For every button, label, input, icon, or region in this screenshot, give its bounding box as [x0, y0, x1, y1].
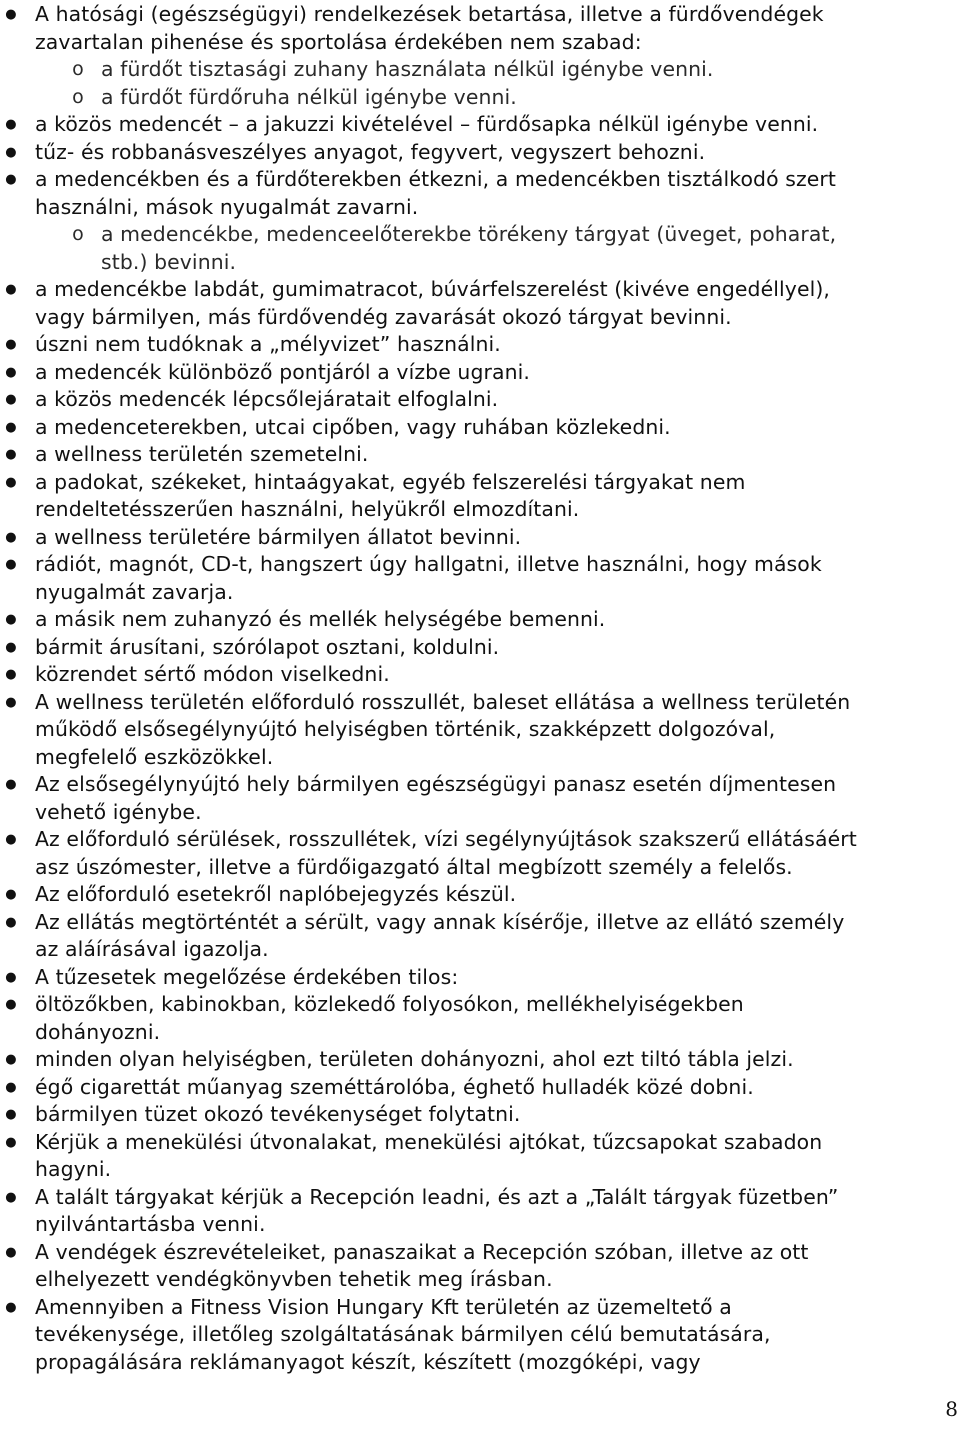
list-item-text-line: használni, mások nyugalmát zavarni.: [35, 194, 419, 219]
list-item: [0, 1, 960, 56]
list-item-text-line: Az előforduló sérülések, rosszullétek, vízi segélynyújtások szakszerű ellátásáért: [35, 827, 857, 851]
list-item-text-line: égő cigarettát műanyag szeméttárolóba, éghető hulladék közé dobni.: [35, 1074, 754, 1099]
bullet-icon: [0, 1, 22, 29]
list-item: [0, 441, 960, 469]
list-item-text-line: Az ellátás megtörténtét a sérült, vagy annak kísérője, illetve az ellátó személy: [35, 909, 845, 934]
list-item-text-line: hagyni.: [35, 1157, 112, 1181]
list-item-text-line: a közös medencék lépcsőlejáratait elfoglalni.: [35, 387, 499, 411]
list-item: [0, 469, 960, 524]
sub-list-item: [0, 56, 960, 84]
bullet-icon: [0, 1129, 22, 1157]
list-item-text-line: megfelelő eszközökkel.: [35, 744, 274, 769]
bullet-icon: [0, 276, 22, 304]
circle-bullet-icon: o: [72, 223, 84, 245]
list-item: [0, 689, 960, 772]
bullet-icon: [0, 166, 22, 194]
list-item: [0, 139, 960, 167]
list-item-text-line: rádiót, magnót, CD-t, hangszert úgy hallgatni, illetve használni, hogy mások: [35, 552, 822, 576]
bullet-icon: [0, 771, 22, 799]
list-item-text-line: a fürdőt tisztasági zuhany használata nélkül igénybe venni.: [101, 57, 714, 81]
list-item: [0, 881, 960, 909]
list-item-text-line: a fürdőt fürdőruha nélkül igénybe venni.: [101, 84, 517, 109]
bullet-icon: [0, 469, 22, 497]
list-item-text-line: A vendégek észrevételeiket, panaszaikat a Recepción szóban, illetve az ott: [35, 1239, 809, 1264]
list-item-text-line: minden olyan helyiségben, területen dohányozni, ahol ezt tiltó tábla jelzi.: [35, 1047, 794, 1071]
list-item: [0, 111, 960, 139]
list-item-text-line: öltözőkben, kabinokban, közlekedő folyosókon, mellékhelyiségekben: [35, 992, 744, 1016]
list-item: [0, 1129, 960, 1184]
list-item-text-line: az aláírásával igazolja.: [35, 937, 269, 961]
list-item-text-line: a közös medencét – a jakuzzi kivételével – fürdősapka nélkül igénybe venni.: [35, 112, 819, 136]
list-item: [0, 551, 960, 606]
list-item-text-line: nyugalmát zavarja.: [35, 579, 234, 604]
list-item: [0, 1046, 960, 1074]
list-item-text-line: vagy bármilyen, más fürdővendég zavarását okozó tárgyat bevinni.: [35, 304, 732, 329]
list-item: [0, 414, 960, 442]
list-item-text-line: propagálására reklámanyagot készít, készített (mozgóképi, vagy: [35, 1349, 701, 1374]
list-item-text-line: működő elsősegélynyújtó helyiségben történik, szakképzett dolgozóval,: [35, 717, 776, 741]
list-item: [0, 359, 960, 387]
list-item-text-line: Amennyiben a Fitness Vision Hungary Kft területén az üzemeltető a: [35, 1294, 732, 1319]
circle-bullet-icon: o: [72, 85, 84, 108]
list-item-text-line: úszni nem tudóknak a „mélyvizet” használni.: [35, 332, 501, 356]
list-item-text-line: A hatósági (egészségügyi) rendelkezések betartása, illetve a fürdővendégek: [35, 2, 824, 26]
list-item-text-line: Az elsősegélynyújtó hely bármilyen egészségügyi panasz esetén díjmentesen: [35, 772, 837, 796]
circle-bullet-icon: o: [72, 58, 84, 80]
bullet-icon: [0, 551, 22, 579]
bullet-icon: [0, 661, 22, 689]
list-item-text-line: A talált tárgyakat kérjük a Recepción leadni, és azt a „Talált tárgyak füzetben”: [35, 1184, 839, 1209]
list-item-text-line: a medencék különböző pontjáról a vízbe ugrani.: [35, 359, 530, 384]
bullet-icon: [0, 139, 22, 167]
list-item-text-line: asz úszómester, illetve a fürdőigazgató által megbízott személy a felelős.: [35, 854, 793, 879]
list-item-text-line: a medencékbe, medenceelőterekbe törékeny tárgyat (üveget, poharat,: [101, 222, 837, 246]
bullet-icon: [0, 1046, 22, 1074]
sub-list-item: [0, 84, 960, 112]
list-item-text-line: a padokat, székeket, hintaágyakat, egyéb felszerelési tárgyakat nem: [35, 469, 746, 494]
bullet-icon: [0, 1239, 22, 1267]
list-item-text-line: elhelyezett vendégkönyvben tehetik meg írásban.: [35, 1267, 553, 1291]
bullet-icon: [0, 909, 22, 937]
list-item-text-line: A wellness területén előforduló rosszullét, baleset ellátása a wellness területén: [35, 689, 851, 714]
list-item-text-line: bármit árusítani, szórólapot osztani, koldulni.: [35, 634, 500, 659]
list-item: [0, 634, 960, 662]
list-item: [0, 964, 960, 992]
page-number: 8: [945, 1397, 958, 1421]
list-item-text-line: a wellness területén szemetelni.: [35, 442, 369, 466]
list-item-text-line: a medencékben és a fürdőterekben étkezni, a medencékben tisztálkodó szert: [35, 167, 836, 191]
list-item-text-line: zavartalan pihenése és sportolása érdekében nem szabad:: [35, 29, 642, 54]
list-item: [0, 661, 960, 689]
list-item: [0, 166, 960, 221]
list-item-text-line: a másik nem zuhanyzó és mellék helységébe bemenni.: [35, 607, 606, 631]
list-item: [0, 826, 960, 881]
bullet-icon: [0, 1184, 22, 1212]
list-item-text-line: közrendet sértő módon viselkedni.: [35, 662, 390, 686]
list-item: [0, 276, 960, 331]
list-item: [0, 524, 960, 552]
rules-list: [0, 1, 960, 1376]
bullet-icon: [0, 359, 22, 387]
bullet-icon: [0, 689, 22, 717]
list-item: [0, 771, 960, 826]
list-item-text-line: nyilvántartásba venni.: [35, 1212, 266, 1236]
sub-list-item: [0, 221, 960, 276]
list-item-text-line: vehető igénybe.: [35, 799, 202, 824]
bullet-icon: [0, 826, 22, 854]
list-item: [0, 1184, 960, 1239]
bullet-icon: [0, 881, 22, 909]
list-item: [0, 909, 960, 964]
bullet-icon: [0, 524, 22, 552]
list-item-text-line: tűz- és robbanásveszélyes anyagot, fegyvert, vegyszert behozni.: [35, 139, 706, 164]
bullet-icon: [0, 606, 22, 634]
bullet-icon: [0, 441, 22, 469]
list-item-text-line: a medenceterekben, utcai cipőben, vagy ruhában közlekedni.: [35, 414, 671, 439]
list-item-text-line: dohányozni.: [35, 1019, 161, 1044]
bullet-icon: [0, 964, 22, 992]
list-item: [0, 1074, 960, 1102]
list-item-text-line: stb.) bevinni.: [101, 249, 237, 274]
list-item-text-line: a medencékbe labdát, gumimatracot, búvárfelszerelést (kivéve engedéllyel),: [35, 277, 830, 301]
bullet-icon: [0, 1101, 22, 1129]
list-item-text-line: A tűzesetek megelőzése érdekében tilos:: [35, 964, 459, 989]
list-item: [0, 386, 960, 414]
list-item: [0, 1294, 960, 1377]
bullet-icon: [0, 1074, 22, 1102]
bullet-icon: [0, 386, 22, 414]
list-item-text-line: a wellness területére bármilyen állatot bevinni.: [35, 524, 522, 549]
list-item: [0, 1101, 960, 1129]
bullet-icon: [0, 331, 22, 359]
list-item-text-line: bármilyen tüzet okozó tevékenységet folytatni.: [35, 1102, 521, 1126]
list-item-text-line: Kérjük a menekülési útvonalakat, menekülési ajtókat, tűzcsapokat szabadon: [35, 1129, 823, 1154]
bullet-icon: [0, 991, 22, 1019]
bullet-icon: [0, 111, 22, 139]
list-item-text-line: rendeltetésszerűen használni, helyükről elmozdítani.: [35, 497, 580, 521]
list-item: [0, 1239, 960, 1294]
list-item: [0, 331, 960, 359]
list-item-text-line: Az előforduló esetekről naplóbejegyzés készül.: [35, 882, 517, 906]
list-item: [0, 606, 960, 634]
bullet-icon: [0, 1294, 22, 1322]
bullet-icon: [0, 634, 22, 662]
list-item-text-line: tevékenysége, illetőleg szolgáltatásának bármilyen célú bemutatására,: [35, 1322, 771, 1346]
bullet-icon: [0, 414, 22, 442]
list-item: [0, 991, 960, 1046]
